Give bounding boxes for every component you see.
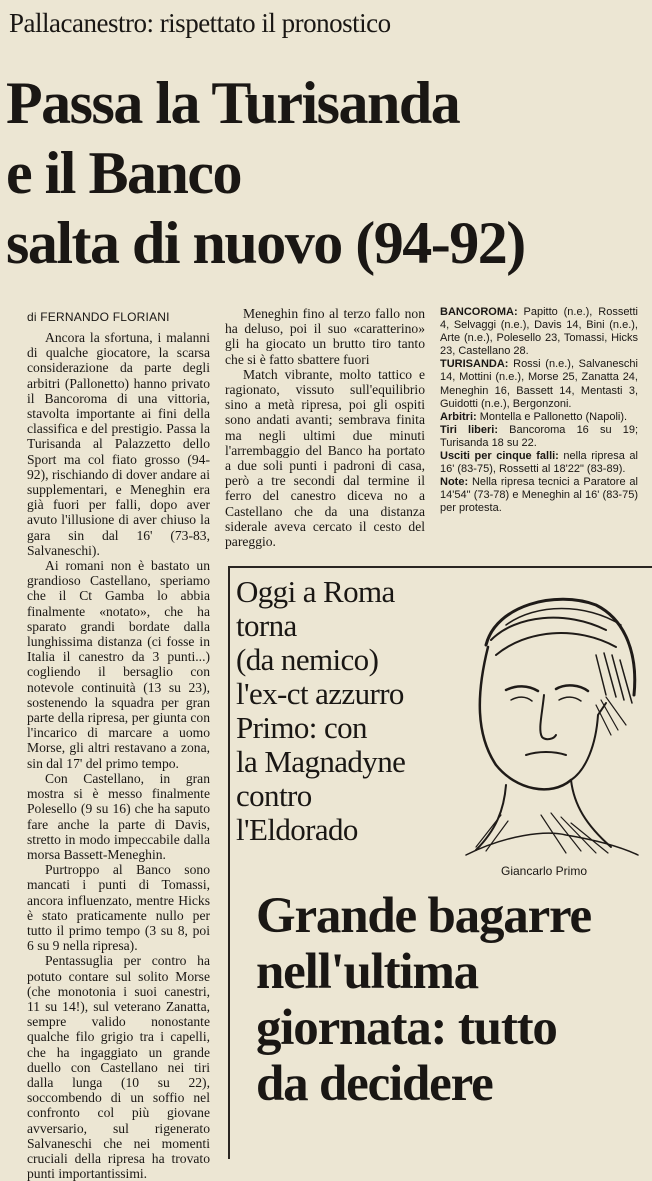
secondary-headline-line: Grande bagarre (256, 888, 591, 944)
article-column-1 (27, 330, 210, 1181)
stats-note: Note: Nella ripresa tecnici a Paratore al 14'54" (73-78) e Meneghin al 16' (83-75) per protesta. (440, 476, 638, 515)
paragraph: Con Castellano, in gran mostra si è messo finalmente Polesello (9 su 16) che ha saputo fare anche la parte di Davis, stretto in modo impeccabile dalla morsa Bassett-Meneghin. (27, 770, 210, 862)
subhead-line: torna (236, 608, 297, 643)
subhead-line: (da nemico) (236, 642, 379, 677)
subheadline (236, 575, 436, 847)
paragraph: Match vibrante, molto tattico e ragionato, vissuto sull'equilibrio sino a metà ripresa, poi gli ospiti sono andati avanti; sembrava finita ma negli ultimi due minuti l'arrembaggio del Banco ha portato a due soli punti i padroni di casa, però a tre secondi dal termine il ferro del canestro diceva no a Castellano che da una distanza siderale aveva cercato il cesto del pareggio. (225, 366, 425, 550)
match-stats-box (440, 306, 638, 516)
paragraph: Ai romani non è bastato un grandioso Castellano, speriamo che il Ct Gamba lo abbia finalmente «notato», che ha sparato grandi bordate dalla lunghissima distanza (ci fosse in Italia il canestro da 3 punti...) cogliendo il bersaglio con notevole continuità (13 su 23), sostenendo la squadra per gran parte della ripresa, per giunta con l'incarico di marcare a uomo Morse, gli altri restavano a zona, sin dal 17' del primo tempo. (27, 558, 210, 771)
headline-line-3: salta di nuovo (94-92) (6, 210, 525, 276)
subhead-line: la Magnadyne (236, 744, 406, 779)
headline-line-2: e il Banco (6, 140, 241, 206)
box-border-left (228, 566, 230, 1159)
kicker: Pallacanestro: rispettato il pronostico (9, 8, 391, 38)
paragraph: Ancora la sfortuna, i malanni di qualche giocatore, la scarsa considerazione da parte degli arbitri (Pallonetto) hanno privato il Bancoroma di una vittoria, stavolta importante ai fini della classifica e del prestigio. Passa la Turisanda al Palazzetto dello Sport ma col fiato grosso (94-92), rischiando di dover andare ai supplementari, e Meneghin era già fuori per falli, dopo aver avuto l'illusione di aver chiuso la gara sin dal 16' (73-83, Salvaneschi). (27, 330, 210, 558)
secondary-headline (256, 888, 646, 1112)
secondary-headline-line: nell'ultima (256, 944, 478, 1000)
paragraph: Pentassuglia per contro ha potuto contare sul solito Morse (che monotonia i suoi canestri, 11 su 14!), sul veterano Zanatta, sempre valido nonostante qualche filo grigio tra i capelli, che ha ingaggiato un grande duello con Castellano nei tiri dalla lunga (10 su 22), soccombendo di un soffio nel confronto col più giovane avversario, sul rigenerato Salvaneschi che nei momenti cruciali della ripresa ha trovato punti importantissimi. (27, 953, 210, 1181)
stats-usciti: Usciti per cinque falli: nella ripresa al 16' (83-75), Rossetti al 18'22" (83-89). (440, 450, 638, 476)
secondary-headline-line: da decidere (256, 1056, 493, 1112)
subhead-line: l'ex-ct azzurro (236, 676, 404, 711)
portrait-illustration (446, 585, 642, 857)
secondary-headline-line: giornata: tutto (256, 1000, 557, 1056)
subhead-line: contro (236, 778, 312, 813)
stats-arbitri: Arbitri: Montella e Pallonetto (Napoli). (440, 410, 628, 423)
paragraph: Purtroppo al Banco sono mancati i punti di Tomassi, ancora influenzato, mentre Hicks è stato praticamente nullo per tutto il primo tempo (3 su 8, poi 6 su 9 nella ripresa). (27, 862, 210, 954)
subhead-line: Oggi a Roma (236, 574, 395, 609)
photo-caption: Giancarlo Primo (500, 864, 588, 878)
headline (6, 68, 646, 278)
headline-line-1: Passa la Turisanda (6, 70, 460, 136)
stats-tiri-liberi: Tiri liberi: Bancoroma 16 su 19; Turisanda 18 su 22. (440, 423, 638, 449)
stats-turisanda: TURISANDA: Rossi (n.e.), Salvaneschi 14, Mottini (n.e.), Morse 25, Zanatta 24, Meneghin 16, Bassett 14, Mentasti 3, Guidotti (n.e.), Bergonzoni. (440, 358, 638, 410)
article-column-2 (225, 306, 425, 549)
byline: di FERNANDO FLORIANI (27, 310, 170, 324)
subhead-line: Primo: con (236, 710, 367, 745)
box-border-top (228, 566, 652, 568)
subhead-line: l'Eldorado (236, 812, 358, 847)
paragraph: Meneghin fino al terzo fallo non ha deluso, poi il suo «caratterino» gli ha giocato un brutto tiro tanto che si è fatto sbattere fuori (225, 306, 425, 367)
stats-bancoroma: BANCOROMA: Papitto (n.e.), Rossetti 4, Selvaggi (n.e.), Davis 14, Bini (n.e.), Arte (n.e.), Polesello 23, Tomassi, Hicks 23, Castellano 28. (440, 306, 638, 358)
